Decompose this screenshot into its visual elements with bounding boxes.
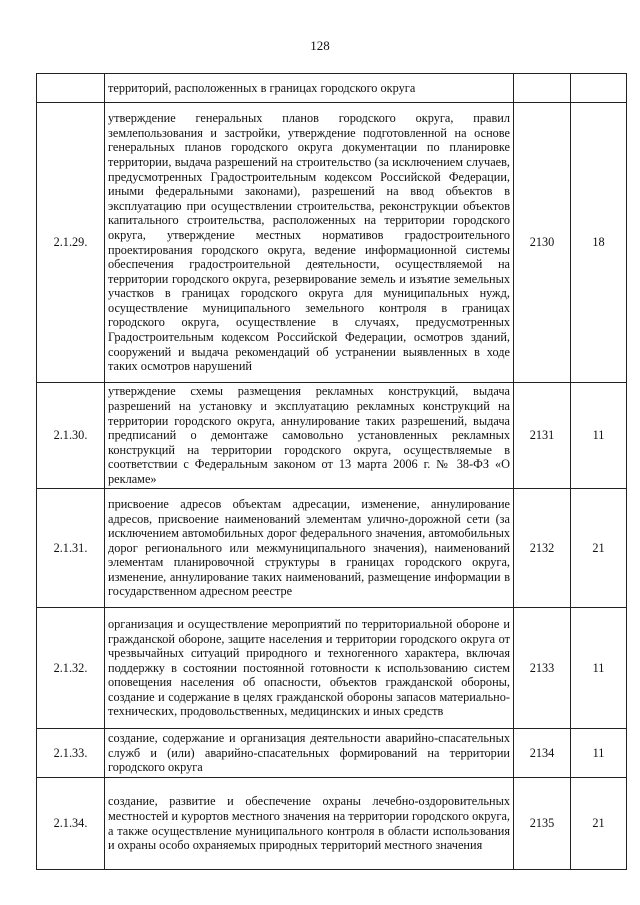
row-code: 2133 xyxy=(514,608,571,729)
row-number: 2.1.32. xyxy=(37,608,105,729)
table-row xyxy=(37,729,627,778)
row-code: 2130 xyxy=(514,103,571,383)
table-row xyxy=(37,778,627,870)
row-number: 2.1.31. xyxy=(37,489,105,608)
row-code: 2134 xyxy=(514,729,571,778)
row-number: 2.1.33. xyxy=(37,729,105,778)
page-number: 128 xyxy=(310,38,330,53)
row-description: организация и осуществление мероприятий по территориальной обороне и гражданской обороне, защите населения и территории городского округа от чрезвычайных ситуаций природного и техногенного характера, включая поддержку в состоянии постоянной готовности к использованию систем оповещения населения об опасности, объектов гражданской обороны, создание и содержание в целях гражданской обороны запасов материально-технических, продовольственных, медицинских и иных средств xyxy=(105,608,514,729)
row-value: 11 xyxy=(571,383,627,489)
row-value: 21 xyxy=(571,489,627,608)
powers-table xyxy=(36,73,627,870)
row-number xyxy=(37,74,105,103)
table-row xyxy=(37,608,627,729)
row-description: создание, содержание и организация деятельности аварийно-спасательных служб и (или) аварийно-спасательных формирований на территории городского округа xyxy=(105,729,514,778)
row-value: 18 xyxy=(571,103,627,383)
row-number: 2.1.34. xyxy=(37,778,105,870)
table-row xyxy=(37,383,627,489)
row-code: 2131 xyxy=(514,383,571,489)
row-value xyxy=(571,74,627,103)
row-description: территорий, расположенных в границах городского округа xyxy=(105,74,514,103)
row-number: 2.1.30. xyxy=(37,383,105,489)
row-code: 2132 xyxy=(514,489,571,608)
row-value: 21 xyxy=(571,778,627,870)
table-row xyxy=(37,74,627,103)
row-value: 11 xyxy=(571,729,627,778)
row-description: присвоение адресов объектам адресации, изменение, аннулирование адресов, присвоение наименований элементам улично-дорожной сети (за исключением автомобильных дорог федерального значения, автомобильных дорог регионального или межмуниципального значения), наименований элементам планировочной структуры в границах городского округа, изменение, аннулирование таких наименований, размещение информации в государственном адресном реестре xyxy=(105,489,514,608)
row-description: создание, развитие и обеспечение охраны лечебно-оздоровительных местностей и курортов местного значения на территории городского округа, а также осуществление муниципального контроля в области использования и охраны особо охраняемых природных территорий местного значения xyxy=(105,778,514,870)
row-value: 11 xyxy=(571,608,627,729)
row-number: 2.1.29. xyxy=(37,103,105,383)
table-row xyxy=(37,103,627,383)
row-description: утверждение схемы размещения рекламных конструкций, выдача разрешений на установку и эксплуатацию рекламных конструкций на территории городского округа, аннулирование таких разрешений, выдача предписаний о демонтаже самовольно установленных рекламных конструкций на территории городского округа, осуществляемые в соответствии с Федеральным законом от 13 марта 2006 г. № 38-ФЗ «О рекламе» xyxy=(105,383,514,489)
row-code xyxy=(514,74,571,103)
row-description: утверждение генеральных планов городского округа, правил землепользования и застройки, утверждение подготовленной на основе генеральных планов городского округа документации по планировке территории, выдача разрешений на строительство (за исключением случаев, предусмотренных Градостроительным кодексом Российской Федерации, иными федеральными законами), разрешений на ввод объектов в эксплуатацию при осуществлении строительства, реконструкции объектов капитального строительства, расположенных на территории городского округа, утверждение местных нормативов градостроительного проектирования городского округа, ведение информационной системы обеспечения градостроительной деятельности, осуществляемой на территории городского округа, резервирование земель и изъятие земельных участков в границах городского округа для муниципальных нужд, осуществление муниципального земельного контроля в границах городского округа, осуществление в случаях, предусмотренных Градостроительным кодексом Российской Федерации, осмотров зданий, сооружений и выдача рекомендаций об устранении выявленных в ходе таких осмотров нарушений xyxy=(105,103,514,383)
table-row xyxy=(37,489,627,608)
row-code: 2135 xyxy=(514,778,571,870)
